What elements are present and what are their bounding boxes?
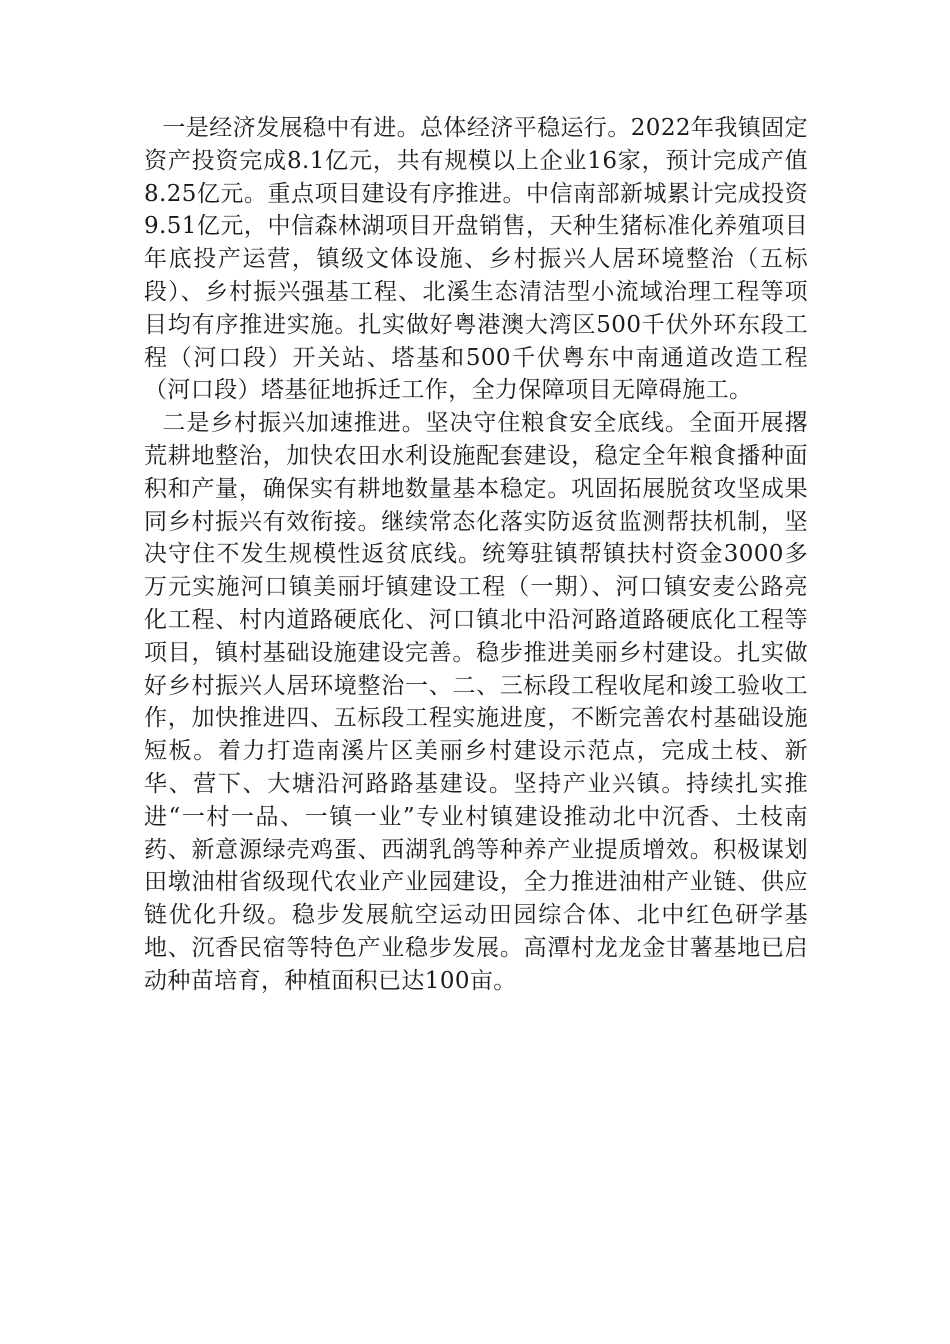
paragraph-economic-development: 一是经济发展稳中有进。总体经济平稳运行。2022年我镇固定资产投资完成8.1亿元，共有规模以上企业16家，预计完成产值8.25亿元。重点项目建设有序推进。中信南部新城累计完成投资9.51亿元，中信森林湖项目开盘销售，天种生猪标准化养殖项目年底投产运营，镇级文体设施、乡村振兴人居环境整治（五标段）、乡村振兴强基工程、北溪生态清洁型小流域治理工程等项目均有序推进实施。扎实做好粤港澳大湾区500千伏外环东段工程（河口段）开关站、塔基和500千伏粤东中南通道改造工程（河口段）塔基征地拆迁工作，全力保障项目无障碍施工。 (144, 115, 808, 404)
paragraph-rural-revitalization: 二是乡村振兴加速推进。坚决守住粮食安全底线。全面开展撂荒耕地整治，加快农田水利设施配套建设，稳定全年粮食播种面积和产量，确保实有耕地数量基本稳定。巩固拓展脱贫攻坚成果同乡村振兴有效衔接。继续常态化落实防返贫监测帮扶机制，坚决守住不发生规模性返贫底线。统筹驻镇帮镇扶村资金3000多万元实施河口镇美丽圩镇建设工程（一期）、河口镇安麦公路亮化工程、村内道路硬底化、河口镇北中沿河路道路硬底化工程等项目，镇村基础设施建设完善。稳步推进美丽乡村建设。扎实做好乡村振兴人居环境整治一、二、三标段工程收尾和竣工验收工作，加快推进四、五标段工程实施进度，不断完善农村基础设施短板。着力打造南溪片区美丽乡村建设示范点，完成土枝、新华、营下、大塘沿河路路基建设。坚持产业兴镇。持续扎实推进“一村一品、一镇一业”专业村镇建设推动北中沉香、土枝南药、新意源绿壳鸡蛋、西湖乳鸽等种养产业提质增效。积极谋划田墩油柑省级现代农业产业园建设，全力推进油柑产业链、供应链优化升级。稳步发展航空运动田园综合体、北中红色研学基地、沉香民宿等特色产业稳步发展。高潭村龙龙金甘薯基地已启动种苗培育，种植面积已达100亩。 (144, 410, 808, 994)
document-body (144, 112, 808, 998)
